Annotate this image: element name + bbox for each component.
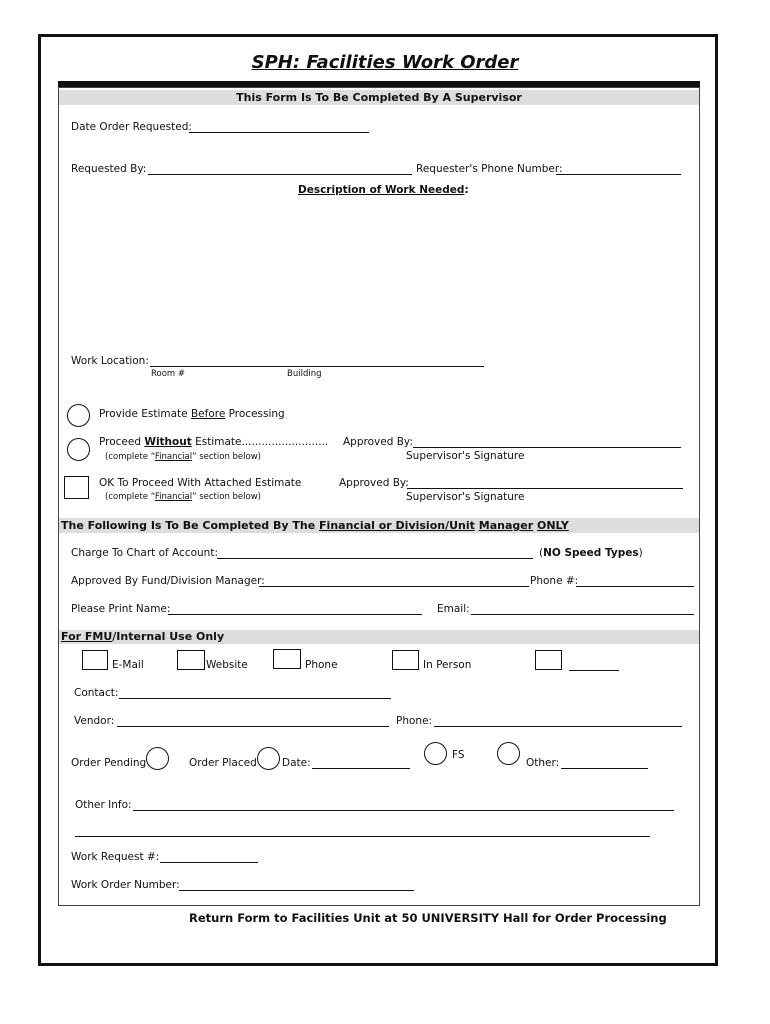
other-info-field-2[interactable] [75, 836, 650, 837]
other-method-checkbox[interactable] [535, 650, 562, 670]
date-requested-label: Date Order Requested: [71, 121, 192, 133]
vendor-phone-field[interactable] [434, 726, 682, 727]
ok-note-pre: (complete “ [105, 492, 155, 502]
no-speed-post: ) [638, 547, 643, 559]
print-name-label: Please Print Name: [71, 603, 171, 615]
proceed-without-radio[interactable] [67, 438, 90, 461]
fs-radio[interactable] [424, 742, 447, 765]
vendor-field[interactable] [117, 726, 389, 727]
order-date-field[interactable] [312, 768, 410, 769]
other-info-label: Other Info: [75, 799, 132, 811]
no-speed-bold: NO Speed Types [543, 547, 639, 559]
fmu-banner-rest: /Internal Use Only [112, 630, 225, 643]
fin-banner-manager: Manager [478, 519, 534, 532]
work-location-field[interactable] [150, 366, 484, 367]
vendor-label: Vendor: [74, 715, 115, 727]
contact-label: Contact: [74, 687, 119, 699]
order-pending-radio[interactable] [146, 747, 169, 770]
supervisor-signature-label: Supervisor's Signature [406, 450, 525, 462]
other-field[interactable] [561, 768, 648, 769]
no-speed-types [539, 547, 643, 559]
contact-field[interactable] [119, 698, 391, 699]
requested-by-label: Requested By: [71, 163, 147, 175]
supervisor-signature-label-2: Supervisor's Signature [406, 491, 525, 503]
order-placed-label: Order Placed [189, 757, 257, 769]
other-label: Other: [526, 757, 560, 769]
proceed-pre: Proceed [99, 436, 145, 448]
order-date-label: Date: [282, 757, 311, 769]
work-request-field[interactable] [160, 862, 258, 863]
order-placed-radio[interactable] [257, 747, 280, 770]
work-location-label: Work Location: [71, 355, 149, 367]
ok-proceed-label: OK To Proceed With Attached Estimate [99, 477, 302, 489]
approved-by-field[interactable] [413, 447, 681, 448]
in-person-option-label: In Person [423, 659, 472, 671]
date-requested-field[interactable] [189, 132, 369, 133]
other-radio[interactable] [497, 742, 520, 765]
fin-banner-pre: The Following Is To Be Completed By The [61, 519, 320, 532]
work-request-label: Work Request #: [71, 851, 160, 863]
proceed-post: Estimate.......................... [191, 436, 329, 448]
room-label: Room # [151, 369, 186, 379]
description-heading [298, 184, 469, 196]
print-name-field[interactable] [168, 614, 422, 615]
proceed-note-post: ” section below) [192, 452, 261, 462]
work-order-number-label: Work Order Number: [71, 879, 180, 891]
phone-checkbox[interactable] [273, 649, 301, 669]
financial-banner [59, 518, 699, 533]
work-order-number-field[interactable] [179, 890, 414, 891]
fin-banner-division: Division/Unit [395, 519, 475, 532]
proceed-note-pre: (complete “ [105, 452, 155, 462]
vendor-phone-label: Phone: [396, 715, 433, 727]
estimate-radio[interactable] [67, 404, 90, 427]
description-colon: : [464, 184, 469, 196]
ok-note-financial: Financial [154, 492, 193, 502]
email-field[interactable] [471, 614, 694, 615]
estimate-label-before: Before [190, 408, 226, 420]
description-area[interactable] [64, 200, 694, 350]
email-label: Email: [437, 603, 470, 615]
fmu-banner-u: For FMU [61, 630, 113, 643]
fmu-banner [59, 630, 699, 644]
proceed-note [105, 452, 261, 462]
approved-fund-label: Approved By Fund/Division Manager: [71, 575, 265, 587]
email-option-label: E-Mail [112, 659, 144, 671]
charge-account-field[interactable] [217, 558, 533, 559]
proceed-without-word: Without [144, 436, 192, 448]
fin-banner-or: or [374, 519, 396, 532]
other-method-field[interactable] [569, 670, 619, 671]
estimate-label-post: Processing [225, 408, 285, 420]
ok-note-post: ” section below) [192, 492, 261, 502]
fund-phone-label: Phone #: [530, 575, 579, 587]
ok-proceed-checkbox[interactable] [64, 476, 89, 499]
approved-by-label: Approved By: [343, 436, 413, 448]
return-instructions: Return Form to Facilities Unit at 50 UNIVERSITY Hall for Order Processing [189, 911, 667, 925]
other-info-field[interactable] [133, 810, 674, 811]
approved-by-label-2: Approved By: [339, 477, 409, 489]
requested-by-field[interactable] [148, 174, 412, 175]
email-checkbox[interactable] [82, 650, 108, 670]
website-option-label: Website [206, 659, 248, 671]
charge-account-label: Charge To Chart of Account: [71, 547, 218, 559]
in-person-checkbox[interactable] [392, 650, 419, 670]
ok-proceed-note [105, 492, 261, 502]
supervisor-banner: This Form Is To Be Completed By A Supervisor [59, 90, 699, 105]
order-pending-label: Order Pending [71, 757, 147, 769]
description-label: Description of Work Needed [298, 184, 465, 196]
fund-phone-field[interactable] [576, 586, 694, 587]
estimate-option [99, 408, 285, 420]
phone-option-label: Phone [305, 659, 338, 671]
requester-phone-field[interactable] [556, 174, 681, 175]
form-title: SPH: Facilities Work Order [251, 52, 519, 73]
estimate-label-pre: Provide Estimate [99, 408, 191, 420]
proceed-without-option [99, 436, 328, 448]
approved-fund-field[interactable] [259, 586, 529, 587]
proceed-note-financial: Financial [154, 452, 193, 462]
fin-banner-only: ONLY [536, 519, 569, 532]
no-speed-pre: ( [539, 547, 544, 559]
requester-phone-label: Requester's Phone Number: [416, 163, 563, 175]
fin-banner-financial: Financial [319, 519, 375, 532]
building-label: Building [287, 369, 322, 379]
website-checkbox[interactable] [177, 650, 205, 670]
approved-by-field-2[interactable] [407, 488, 683, 489]
fs-label: FS [452, 749, 465, 761]
